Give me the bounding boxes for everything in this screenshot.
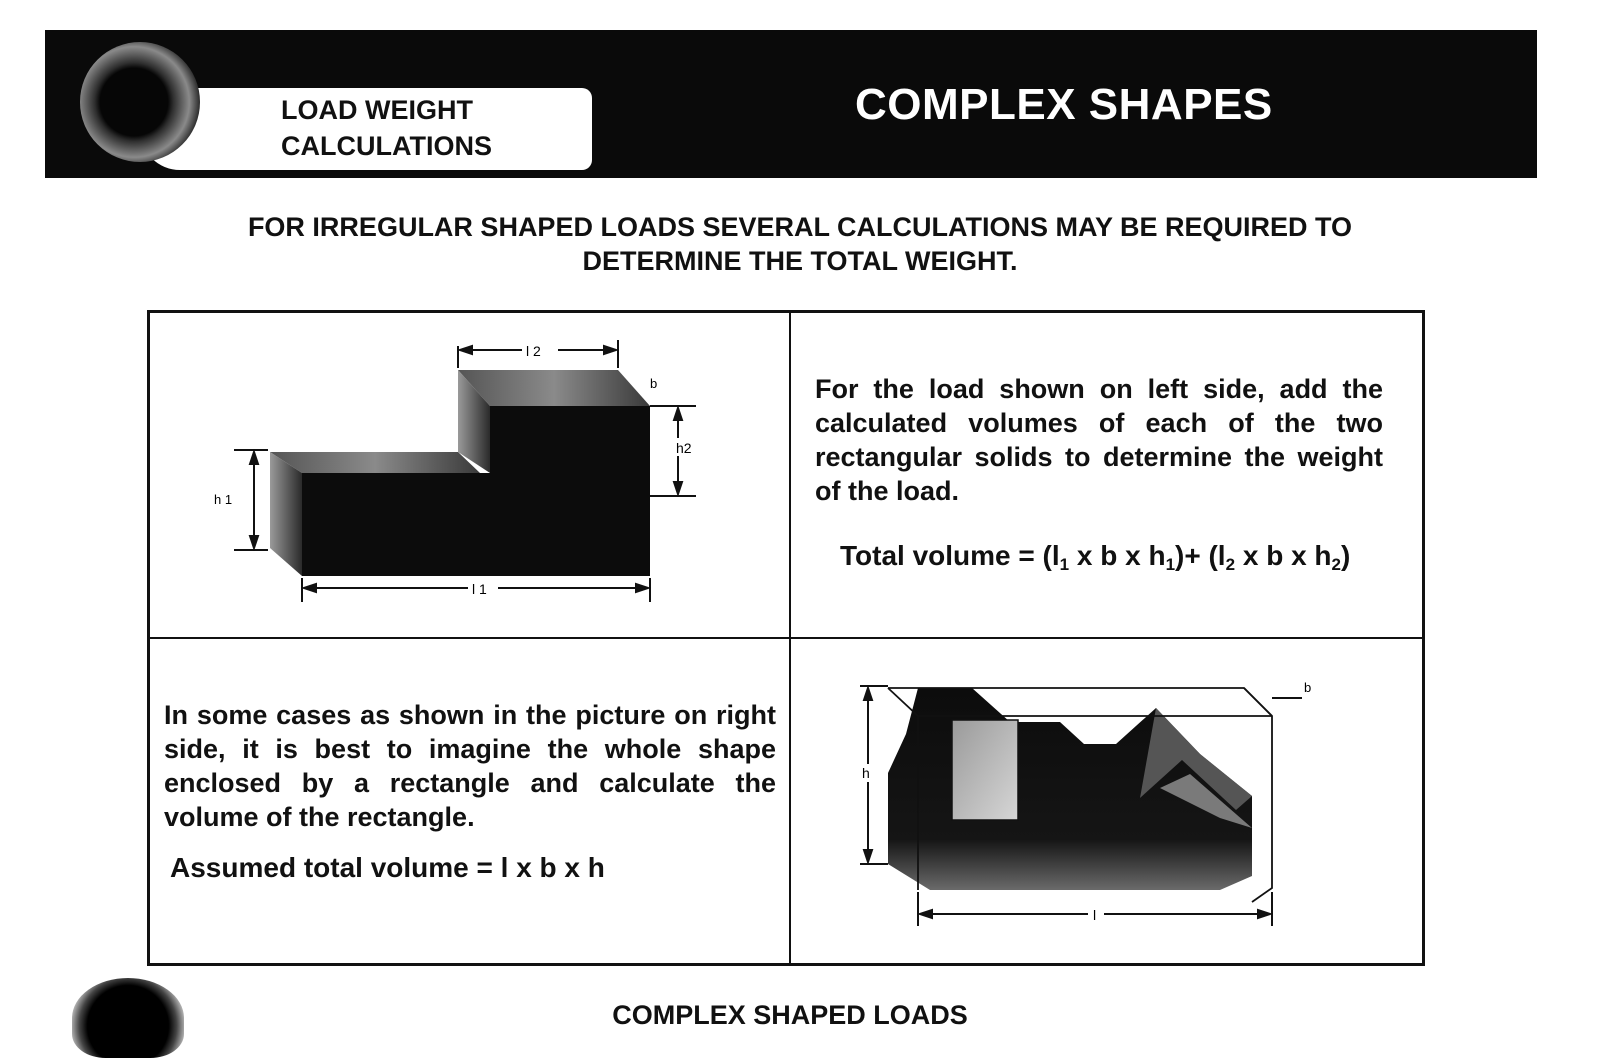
lower-block-front: [302, 473, 650, 576]
l-shape-figure: [210, 340, 730, 630]
label-l1: l 1: [472, 581, 487, 597]
label-l2: l 2: [526, 343, 541, 359]
grid-divider-horizontal: [147, 637, 1425, 639]
label-b2: b: [1304, 680, 1312, 695]
page-title: COMPLEX SHAPES: [855, 80, 1273, 129]
lower-block-side: [270, 452, 302, 576]
intro-line1: FOR IRREGULAR SHAPED LOADS SEVERAL CALCULATIONS MAY BE REQUIRED TO: [247, 212, 1353, 242]
upper-block-top: [458, 370, 650, 406]
logo-icon: [80, 42, 200, 162]
irregular-shape-figure: [860, 678, 1340, 934]
label-b: b: [650, 376, 658, 391]
intro-line2: DETERMINE THE TOTAL WEIGHT.: [582, 246, 1018, 276]
right-explanation: For the load shown on left side, add the calculated volumes of each of the two rectangular solids to determine the weight of the load.: [815, 374, 1383, 506]
label-h2: h2: [676, 440, 692, 456]
assumed-volume-formula: Assumed total volume = l x b x h: [170, 852, 605, 883]
total-volume-formula: Total volume = ($l_1$ x b x $h_1)+ (l_2$ x b x $h_2$): [840, 540, 1351, 574]
stippled-block: [952, 720, 1018, 820]
intro-text: [160, 210, 1440, 278]
figure-caption: COMPLEX SHAPED LOADS: [612, 1000, 968, 1030]
left-explanation: In some cases as shown in the picture on right side, it is best to imagine the whole shape enclosed by a rectangle and calculate the volume of the rectangle.: [164, 700, 776, 832]
lower-block-top: [270, 452, 480, 473]
header-subtitle: [281, 92, 581, 164]
footer-logo-icon: [72, 978, 184, 1058]
label-l: l: [1093, 907, 1097, 923]
label-h1: h 1: [214, 492, 233, 507]
header-subtitle-line1: LOAD WEIGHT: [281, 95, 473, 125]
header-subtitle-line2: CALCULATIONS: [281, 131, 492, 161]
label-h: h: [862, 765, 870, 781]
